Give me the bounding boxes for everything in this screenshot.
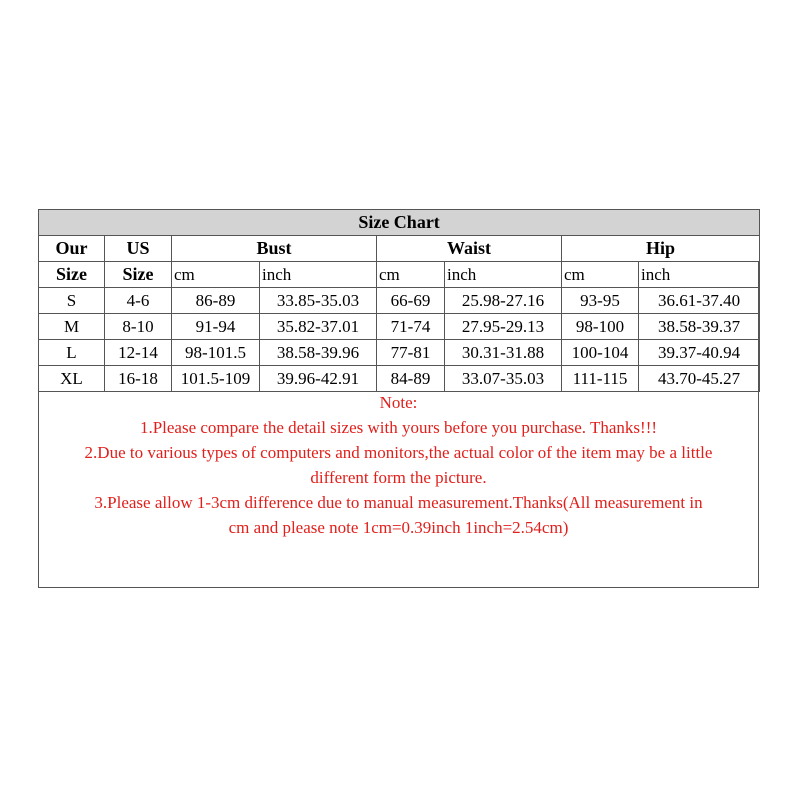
note-line-2b: different form the picture.	[310, 468, 487, 487]
table-row	[39, 366, 760, 392]
note-line-2a: 2.Due to various types of computers and monitors,the actual color of the item may be a little	[84, 443, 713, 462]
cell-bust-cm: 98-101.5	[172, 340, 260, 366]
cell-waist-inch: 33.07-35.03	[445, 366, 562, 392]
cell-us: 8-10	[105, 314, 172, 340]
size-chart	[38, 209, 759, 588]
cell-bust-cm: 91-94	[172, 314, 260, 340]
cell-size: L	[39, 340, 105, 366]
unit-bust-inch: inch	[260, 262, 377, 288]
table-row	[39, 288, 760, 314]
cell-us: 16-18	[105, 366, 172, 392]
cell-waist-inch: 30.31-31.88	[445, 340, 562, 366]
table-title: Size Chart	[39, 210, 760, 236]
header-us-size: Size	[105, 262, 172, 288]
header-bust: Bust	[172, 236, 377, 262]
cell-waist-cm: 71-74	[377, 314, 445, 340]
cell-waist-cm: 66-69	[377, 288, 445, 314]
cell-hip-inch: 39.37-40.94	[639, 340, 760, 366]
cell-hip-cm: 93-95	[562, 288, 639, 314]
header-our-size: Size	[39, 262, 105, 288]
unit-hip-inch: inch	[639, 262, 760, 288]
unit-bust-cm: cm	[172, 262, 260, 288]
note-line-1: 1.Please compare the detail sizes with yours before you purchase. Thanks!!!	[139, 418, 658, 437]
cell-waist-cm: 77-81	[377, 340, 445, 366]
cell-waist-inch: 27.95-29.13	[445, 314, 562, 340]
cell-hip-inch: 36.61-37.40	[639, 288, 760, 314]
header-waist: Waist	[377, 236, 562, 262]
note-line-3a: 3.Please allow 1-3cm difference due to manual measurement.Thanks(All measurement in	[94, 493, 703, 512]
cell-hip-cm: 100-104	[562, 340, 639, 366]
header-hip: Hip	[562, 236, 760, 262]
cell-us: 4-6	[105, 288, 172, 314]
table-row	[39, 314, 760, 340]
cell-bust-inch: 38.58-39.96	[260, 340, 377, 366]
header-us: US	[105, 236, 172, 262]
size-table	[38, 209, 760, 392]
cell-waist-inch: 25.98-27.16	[445, 288, 562, 314]
note-line-3b: cm and please note 1cm=0.39inch 1inch=2.54cm)	[228, 518, 569, 537]
unit-waist-cm: cm	[377, 262, 445, 288]
cell-us: 12-14	[105, 340, 172, 366]
notes-section	[39, 390, 758, 540]
cell-hip-inch: 38.58-39.37	[639, 314, 760, 340]
cell-hip-inch: 43.70-45.27	[639, 366, 760, 392]
table-row	[39, 340, 760, 366]
note-heading: Note:	[379, 393, 418, 412]
cell-bust-inch: 39.96-42.91	[260, 366, 377, 392]
cell-bust-cm: 101.5-109	[172, 366, 260, 392]
cell-waist-cm: 84-89	[377, 366, 445, 392]
header-our: Our	[39, 236, 105, 262]
cell-bust-inch: 35.82-37.01	[260, 314, 377, 340]
cell-size: M	[39, 314, 105, 340]
cell-size: XL	[39, 366, 105, 392]
unit-waist-inch: inch	[445, 262, 562, 288]
unit-hip-cm: cm	[562, 262, 639, 288]
cell-bust-inch: 33.85-35.03	[260, 288, 377, 314]
cell-hip-cm: 111-115	[562, 366, 639, 392]
cell-hip-cm: 98-100	[562, 314, 639, 340]
cell-bust-cm: 86-89	[172, 288, 260, 314]
cell-size: S	[39, 288, 105, 314]
